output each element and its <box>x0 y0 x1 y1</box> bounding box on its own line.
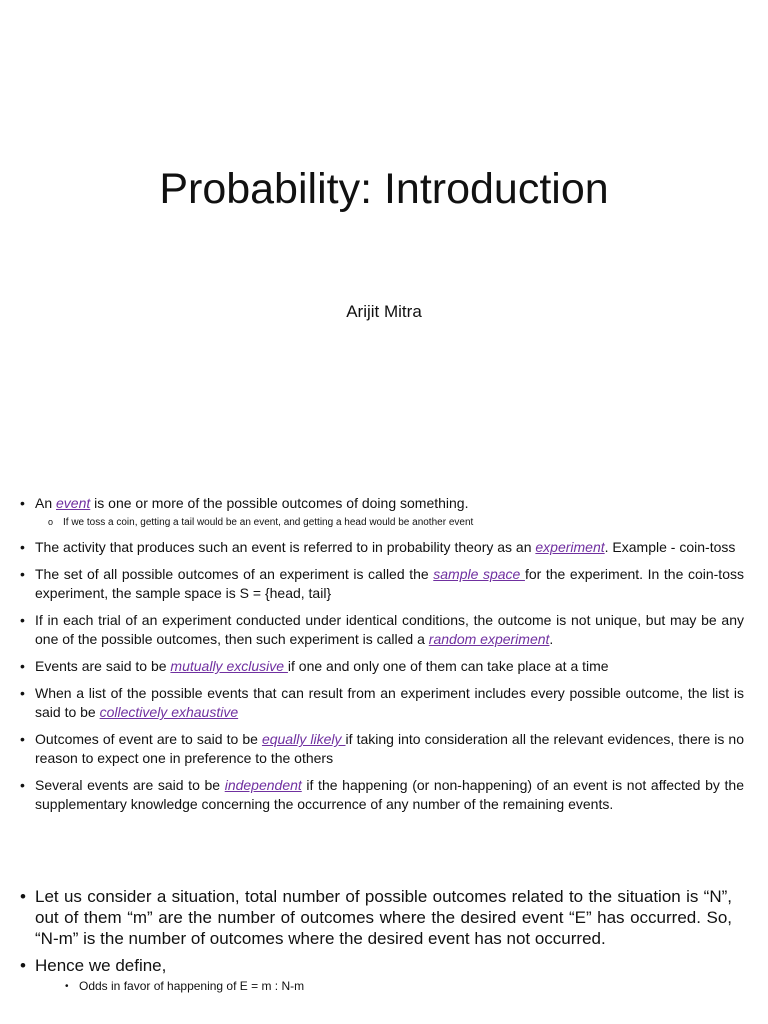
bullet-icon: • <box>20 612 25 628</box>
term-collectively-exhaustive: collectively exhaustive <box>99 704 239 720</box>
list-item: • The set of all possible outcomes of an experiment is called the sample space for the experiment. In the coin-toss experiment, the sample space is S = {head, tail} <box>20 566 744 601</box>
term-experiment: experiment <box>535 539 605 555</box>
list-item: • Let us consider a situation, total number of possible outcomes related to the situation is “N”, out of them “m” are the number of outcomes where the desired event “E” has occurred. So, “N-m” is the number of outcomes where the desired event has not occurred. <box>20 887 732 948</box>
list-item: • Events are said to be mutually exclusive if one and only one of them can take place at a time <box>20 658 609 674</box>
bullet-icon: • <box>20 658 25 674</box>
term-equally-likely: equally likely <box>261 731 346 747</box>
list-item: • If in each trial of an experiment conducted under identical conditions, the outcome is not unique, but may be any one of the possible outcomes, then such experiment is called a random experiment. <box>20 612 744 647</box>
definitions-list <box>20 494 744 822</box>
bullet-icon: • <box>20 887 26 906</box>
term-sample-space: sample space <box>433 566 525 582</box>
list-item: • The activity that produces such an event is referred to in probability theory as an experiment. Example - coin-toss <box>20 539 736 555</box>
list-item: • Hence we define, • Odds in favor of happening of E = m : N-m <box>20 955 732 995</box>
author-name: Arijit Mitra <box>346 302 422 321</box>
sub-list-item: • Odds in favor of happening of E = m : N-m <box>65 979 305 993</box>
bullet-icon: • <box>20 731 25 747</box>
page-title: Probability: Introduction <box>159 165 609 213</box>
bullet-icon: • <box>20 956 26 975</box>
term-event: event <box>56 495 91 511</box>
bullet-icon: • <box>20 685 25 701</box>
bullet-icon: • <box>20 777 25 793</box>
circle-bullet-icon: o <box>48 517 54 527</box>
bullet-icon: • <box>65 981 69 992</box>
odds-slide <box>0 860 768 1024</box>
term-independent: independent <box>224 777 302 793</box>
odds-list <box>20 886 732 1001</box>
list-item: • Several events are said to be independent if the happening (or non-happening) of an event is not affected by the supplementary knowledge concerning the occurrence of any number of the remaining events. <box>20 777 744 812</box>
list-item: • An event is one or more of the possible outcomes of doing something. o If we toss a coin, getting a tail would be an event, and getting a head would be another event <box>20 494 744 530</box>
bullet-icon: • <box>20 495 25 511</box>
list-item: • When a list of the possible events that can result from an experiment includes every possible outcome, the list is said to be collectively exhaustive <box>20 685 744 720</box>
title-slide <box>0 0 768 480</box>
term-mutually-exclusive: mutually exclusive <box>170 658 288 674</box>
sub-list-item: o If we toss a coin, getting a tail would be an event, and getting a head would be another event <box>48 517 474 528</box>
term-random-experiment: random experiment <box>428 631 550 647</box>
definitions-slide <box>0 480 768 850</box>
list-item: • Outcomes of event are to said to be equally likely if taking into consideration all the relevant evidences, there is no reason to expect one in preference to the others <box>20 731 745 766</box>
bullet-icon: • <box>20 539 25 555</box>
bullet-icon: • <box>20 566 25 582</box>
